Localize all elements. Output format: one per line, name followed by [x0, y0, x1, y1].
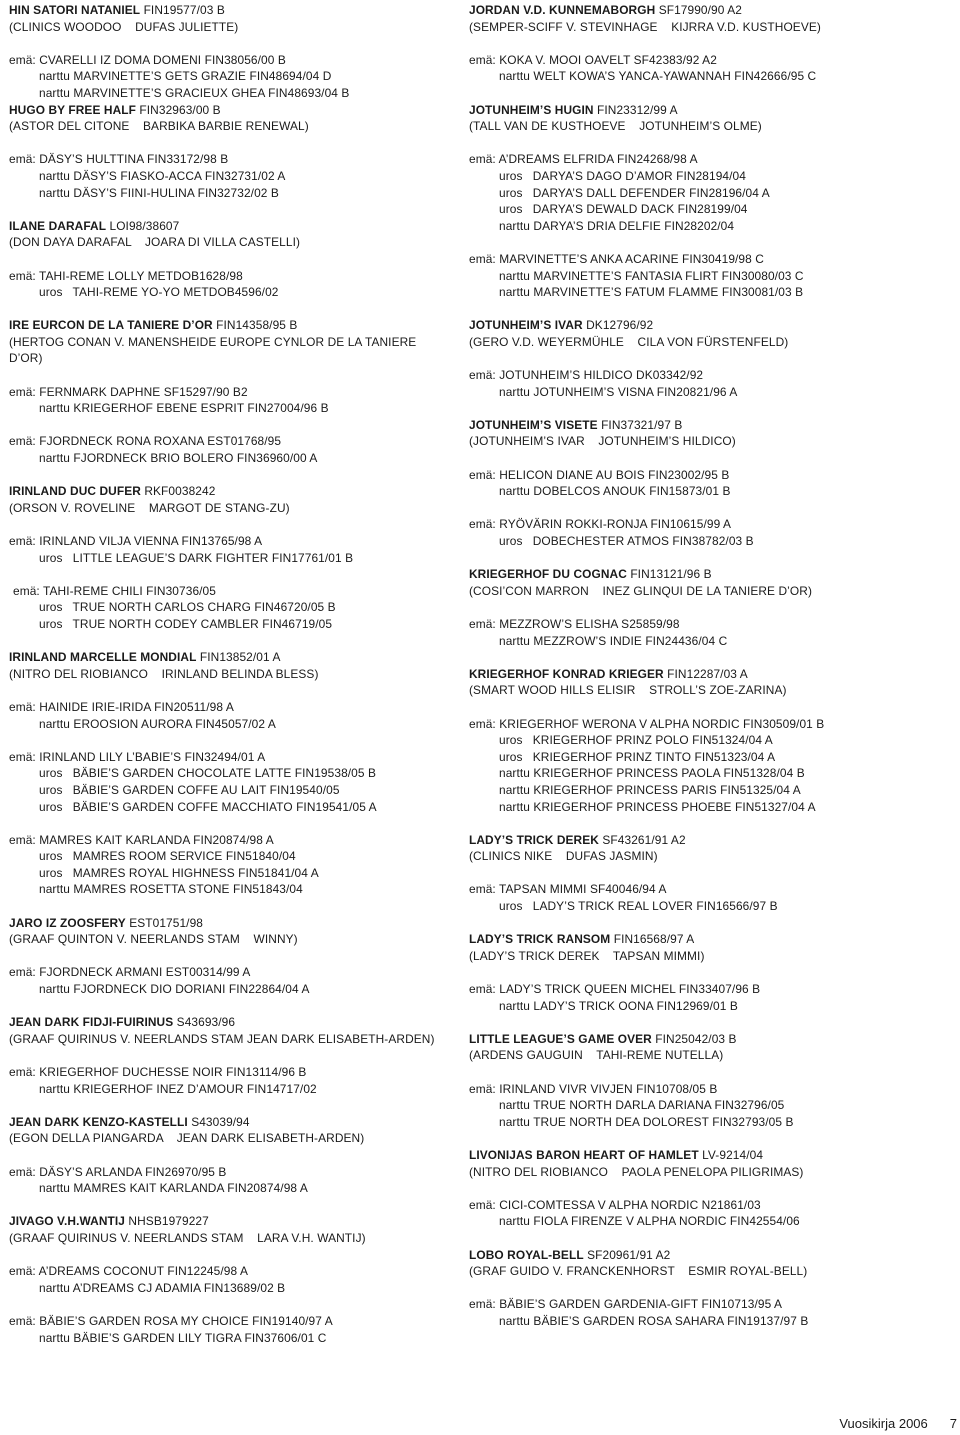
parents-line: (DON DAYA DARAFAL JOARA DI VILLA CASTELLI)	[9, 235, 301, 250]
entry-spacer	[9, 948, 449, 965]
entry-spacer	[469, 649, 951, 666]
parents-line: (COSI’CON MARRON INEZ GLINQUI DE LA TANIERE D’OR)	[469, 583, 813, 598]
entry-spacer	[9, 367, 449, 384]
offspring-line: narttu MAMRES ROSETTA STONE FIN51843/04	[39, 882, 303, 897]
dog-heading	[469, 832, 951, 849]
offspring-line: narttu DÄSY’S FIASKO-ACCA FIN32731/02 A	[39, 168, 286, 183]
entry-spacer	[469, 815, 951, 832]
dam-line: emä: TAPSAN MIMMI SF40046/94 A	[469, 882, 667, 897]
offspring-line: narttu KRIEGERHOF PRINCESS PHOEBE FIN51327/04 A	[499, 799, 816, 814]
parents-line: (LADY’S TRICK DEREK TAPSAN MIMMI)	[469, 948, 705, 963]
dog-heading	[469, 931, 951, 948]
offspring-line: narttu FIOLA FIRENZE V ALPHA NORDIC FIN42554/06	[499, 1214, 800, 1229]
offspring-line: narttu MARVINETTE’S FANTASIA FLIRT FIN30080/03 C	[499, 268, 804, 283]
registration-info: FIN25042/03 B	[655, 1031, 737, 1046]
parents-line: (NITRO DEL RIOBIANCO PAOLA PENELOPA PILIGRIMAS)	[469, 1164, 804, 1179]
page-footer	[839, 1416, 957, 1432]
registration-info: FIN12287/03 A	[667, 666, 748, 681]
offspring-line: narttu MARVINETTE’S GETS GRAZIE FIN48694/04 D	[39, 69, 332, 84]
offspring-line: narttu TRUE NORTH DARLA DARIANA FIN32796/05	[499, 1098, 785, 1113]
dam-line: emä: TAHI-REME CHILI FIN30736/05	[13, 583, 216, 598]
registration-info: FIN14358/95 B	[216, 318, 298, 333]
dog-name: LITTLE LEAGUE’S GAME OVER	[469, 1031, 652, 1046]
registration-info: FIN13121/96 B	[630, 567, 712, 582]
entry-spacer	[469, 599, 951, 616]
publication-title: Vuosikirja 2006	[839, 1416, 928, 1431]
offspring-line: uros DOBECHESTER ATMOS FIN38782/03 B	[499, 534, 754, 548]
entry-spacer	[9, 1097, 449, 1114]
dam-line: emä: BÄBIE’S GARDEN GARDENIA-GIFT FIN10713/95 A	[469, 1297, 783, 1312]
offspring-line: uros TAHI-REME YO-YO METDOB4596/02	[39, 285, 279, 300]
page-number: 7	[949, 1416, 957, 1431]
parents-line: (ASTOR DEL CITONE BARBIKA BARBIE RENEWAL)	[9, 119, 309, 134]
offspring-line: narttu MAMRES KAIT KARLANDA FIN20874/98 A	[39, 1181, 308, 1196]
right-column	[469, 2, 951, 1330]
parents-line: (GRAAF QUIRINUS V. NEERLANDS STAM JEAN DARK ELISABETH-ARDEN)	[9, 1031, 435, 1046]
offspring-line: uros LADY’S TRICK REAL LOVER FIN16566/97 B	[499, 899, 778, 914]
registration-info: RKF0038242	[144, 484, 216, 499]
dog-heading	[469, 317, 951, 334]
dog-heading	[9, 102, 449, 119]
entry-spacer	[9, 1247, 449, 1264]
dam-line: emä: A’DREAMS COCONUT FIN12245/98 A	[9, 1264, 248, 1279]
dam-line: emä: HAINIDE IRIE-IRIDA FIN20511/98 A	[9, 699, 234, 714]
entry-spacer	[469, 450, 951, 467]
registration-info: FIN32963/00 B	[139, 102, 221, 117]
parents-line: (GRAF GUIDO V. FRANCKENHORST ESMIR ROYAL-BELL)	[469, 1264, 808, 1279]
dog-name: HUGO BY FREE HALF	[9, 102, 136, 117]
dog-heading	[469, 1247, 951, 1264]
dog-heading	[9, 2, 449, 19]
entry-spacer	[9, 682, 449, 699]
dog-name: LADY’S TRICK RANSOM	[469, 932, 611, 947]
parents-line: (CLINICS WOODOO DUFAS JULIETTE)	[9, 19, 239, 34]
offspring-line: narttu MEZZROW’S INDIE FIN24436/04 C	[499, 633, 728, 648]
offspring-line: uros MAMRES ROOM SERVICE FIN51840/04	[39, 849, 296, 864]
dog-name: KRIEGERHOF DU COGNAC	[469, 567, 627, 582]
offspring-line: narttu LADY’S TRICK OONA FIN12969/01 B	[499, 998, 738, 1013]
dog-heading	[469, 1147, 951, 1164]
dam-line: emä: BÄBIE’S GARDEN ROSA MY CHOICE FIN19140/97 A	[9, 1313, 333, 1328]
dog-heading	[469, 2, 951, 19]
dam-line: emä: HELICON DIANE AU BOIS FIN23002/95 B	[469, 467, 730, 482]
registration-info: SF20961/91 A2	[587, 1247, 671, 1262]
entry-spacer	[9, 566, 449, 583]
offspring-line: uros BÄBIE’S GARDEN COFFE MACCHIATO FIN19541/05 A	[39, 799, 377, 814]
entry-spacer	[469, 1130, 951, 1147]
dog-name: JIVAGO V.H.WANTIJ	[9, 1214, 126, 1229]
dam-line: emä: FERNMARK DAPHNE SF15297/90 B2	[9, 384, 248, 399]
entry-spacer	[9, 467, 449, 484]
parents-line: (TALL VAN DE KUSTHOEVE JOTUNHEIM’S OLME)	[469, 119, 762, 134]
dog-name: LIVONIJAS BARON HEART OF HAMLET	[469, 1147, 699, 1162]
entry-spacer	[469, 234, 951, 251]
entry-spacer	[9, 1147, 449, 1164]
dog-heading	[469, 102, 951, 119]
dam-line: emä: CICI-COMTESSA V ALPHA NORDIC N21861/03	[469, 1197, 761, 1212]
parents-line: (SEMPER-SCIFF V. STEVINHAGE KIJRRA V.D. KUSTHOEVE)	[469, 19, 821, 34]
entry-spacer	[469, 1014, 951, 1031]
entry-spacer	[469, 135, 951, 152]
offspring-line: uros KRIEGERHOF PRINZ POLO FIN51324/04 A	[499, 733, 773, 748]
dog-name: JARO IZ ZOOSFERY	[9, 915, 126, 930]
entry-spacer	[469, 915, 951, 932]
offspring-line: narttu KRIEGERHOF PRINCESS PARIS FIN51325/04 A	[499, 782, 801, 797]
parents-line: (ARDENS GAUGUIN TAHI-REME NUTELLA)	[469, 1048, 724, 1063]
dog-name: LADY’S TRICK DEREK	[469, 832, 599, 847]
entry-spacer	[9, 301, 449, 318]
entry-spacer	[9, 135, 449, 152]
entry-spacer	[469, 1280, 951, 1297]
offspring-line: narttu MARVINETTE’S FATUM FLAMME FIN30081/03 B	[499, 285, 804, 300]
registration-info: FIN37321/97 B	[601, 417, 683, 432]
offspring-line: narttu FJORDNECK BRIO BOLERO FIN36960/00 A	[39, 451, 318, 466]
offspring-line: uros MAMRES ROYAL HIGHNESS FIN51841/04 A	[39, 865, 319, 880]
dog-heading	[469, 666, 951, 683]
dog-name: HIN SATORI NATANIEL	[9, 3, 141, 17]
registration-info: FIN16568/97 A	[613, 932, 695, 947]
entry-spacer	[9, 251, 449, 268]
entry-spacer	[9, 815, 449, 832]
dam-line: emä: LADY’S TRICK QUEEN MICHEL FIN33407/96 B	[469, 982, 761, 997]
registration-info: FIN19577/03 B	[143, 3, 225, 17]
entry-spacer	[9, 35, 449, 52]
registration-info: SF17990/90 A2	[658, 3, 742, 17]
entry-spacer	[9, 1296, 449, 1313]
registration-info: LOI98/38607	[109, 218, 180, 233]
dam-line: emä: IRINLAND LILY L’BABIE’S FIN32494/01 A	[9, 749, 266, 764]
dam-line: emä: FJORDNECK RONA ROXANA EST01768/95	[9, 434, 282, 449]
dog-heading	[9, 1213, 449, 1230]
entry-spacer	[9, 417, 449, 434]
dam-line: emä: KRIEGERHOF DUCHESSE NOIR FIN13114/96 B	[9, 1065, 307, 1079]
offspring-line: narttu WELT KOWA’S YANCA-YAWANNAH FIN42666/95 C	[499, 69, 817, 84]
registration-info: EST01751/98	[129, 915, 204, 930]
registration-info: S43693/96	[176, 1015, 236, 1030]
dog-name: IRINLAND MARCELLE MONDIAL	[9, 650, 197, 665]
offspring-line: uros DARYA’S DEWALD DACK FIN28199/04	[499, 202, 748, 217]
parents-line: (CLINICS NIKE DUFAS JASMIN)	[469, 849, 658, 864]
dam-line: emä: MAMRES KAIT KARLANDA FIN20874/98 A	[9, 832, 274, 847]
dog-name: KRIEGERHOF KONRAD KRIEGER	[469, 666, 664, 681]
dam-line: emä: MEZZROW’S ELISHA S25859/98	[469, 616, 680, 631]
offspring-line: narttu JOTUNHEIM’S VISNA FIN20821/96 A	[499, 384, 738, 399]
registration-info: NHSB1979227	[128, 1214, 209, 1229]
dog-name: JOTUNHEIM’S IVAR	[469, 318, 583, 333]
entry-spacer	[469, 85, 951, 102]
offspring-line: narttu MARVINETTE’S GRACIEUX GHEA FIN48693/04 B	[39, 85, 350, 100]
offspring-line: narttu DOBELCOS ANOUK FIN15873/01 B	[499, 484, 731, 499]
offspring-line: narttu DARYA’S DRIA DELFIE FIN28202/04	[499, 218, 735, 233]
dam-line: emä: KRIEGERHOF WERONA V ALPHA NORDIC FIN30509/01 B	[469, 716, 825, 731]
dog-name: IRE EURCON DE LA TANIERE D’OR	[9, 318, 213, 333]
entry-spacer	[9, 1047, 449, 1064]
entry-spacer	[469, 550, 951, 567]
offspring-line: narttu TRUE NORTH DEA DOLOREST FIN32793/05 B	[499, 1114, 794, 1129]
offspring-line: uros TRUE NORTH CODEY CAMBLER FIN46719/05	[39, 616, 333, 631]
dam-line: emä: JOTUNHEIM’S HILDICO DK03342/92	[469, 368, 704, 383]
dog-heading	[9, 218, 449, 235]
offspring-line: uros BÄBIE’S GARDEN COFFE AU LAIT FIN19540/05	[39, 782, 340, 797]
dam-line: emä: CVARELLI IZ DOMA DOMENI FIN38056/00 B	[9, 52, 286, 67]
parents-line: (NITRO DEL RIOBIANCO IRINLAND BELINDA BLESS)	[9, 666, 319, 681]
offspring-line: narttu BÄBIE’S GARDEN ROSA SAHARA FIN19137/97 B	[499, 1313, 809, 1328]
offspring-line: narttu FJORDNECK DIO DORIANI FIN22864/04 A	[39, 982, 310, 997]
dog-heading	[469, 417, 951, 434]
dam-line: emä: TAHI-REME LOLLY METDOB1628/98	[9, 268, 243, 283]
dog-name: JOTUNHEIM’S HUGIN	[469, 102, 594, 117]
entry-spacer	[469, 1230, 951, 1247]
offspring-line: narttu A’DREAMS CJ ADAMIA FIN13689/02 B	[39, 1280, 286, 1295]
dog-name: JEAN DARK FIDJI-FUIRINUS	[9, 1015, 174, 1030]
registration-info: DK12796/92	[586, 318, 654, 333]
parents-line: (GERO V.D. WEYERMÜHLE CILA VON FÜRSTENFELD)	[469, 334, 789, 349]
entry-spacer	[469, 1180, 951, 1197]
left-column	[9, 2, 449, 1346]
dog-heading	[9, 915, 449, 932]
offspring-line: uros LITTLE LEAGUE’S DARK FIGHTER FIN17761/01 B	[39, 550, 354, 565]
parents-line: (JOTUNHEIM’S IVAR JOTUNHEIM’S HILDICO)	[469, 434, 736, 449]
entry-spacer	[9, 1197, 449, 1214]
dam-line: emä: DÄSY’S HULTTINA FIN33172/98 B	[9, 152, 229, 167]
dam-line: emä: IRINLAND VILJA VIENNA FIN13765/98 A	[9, 534, 263, 548]
offspring-line: narttu KRIEGERHOF EBENE ESPRIT FIN27004/96 B	[39, 401, 329, 416]
entry-spacer	[9, 201, 449, 218]
parents-line: (GRAAF QUINTON V. NEERLANDS STAM WINNY)	[9, 932, 298, 947]
dam-line: emä: KOKA V. MOOI OAVELT SF42383/92 A2	[469, 52, 717, 67]
entry-spacer	[469, 865, 951, 882]
entry-spacer	[469, 35, 951, 52]
parents-line: (HERTOG CONAN V. MANENSHEIDE EUROPE CYNLOR DE LA TANIERE D’OR)	[9, 334, 417, 366]
dog-heading	[469, 566, 951, 583]
dog-heading	[9, 649, 449, 666]
entry-spacer	[469, 301, 951, 318]
dam-line: emä: A’DREAMS ELFRIDA FIN24268/98 A	[469, 152, 698, 167]
entry-spacer	[469, 500, 951, 517]
dog-heading	[9, 317, 449, 334]
dam-line: emä: IRINLAND VIVR VIVJEN FIN10708/05 B	[469, 1081, 718, 1096]
parents-line: (EGON DELLA PIANGARDA JEAN DARK ELISABETH-ARDEN)	[9, 1131, 365, 1146]
dog-name: LOBO ROYAL-BELL	[469, 1247, 584, 1262]
offspring-line: uros TRUE NORTH CARLOS CHARG FIN46720/05 B	[39, 600, 336, 615]
dog-name: IRINLAND DUC DUFER	[9, 484, 141, 499]
dog-heading	[9, 1014, 449, 1031]
offspring-line: narttu DÄSY’S FIINI-HULINA FIN32732/02 B	[39, 185, 279, 200]
dam-line: emä: DÄSY’S ARLANDA FIN26970/95 B	[9, 1164, 227, 1179]
dam-line: emä: MARVINETTE’S ANKA ACARINE FIN30419/98 C	[469, 251, 764, 266]
dog-heading	[9, 1114, 449, 1131]
entry-spacer	[9, 998, 449, 1015]
registration-info: FIN13852/01 A	[199, 650, 281, 665]
offspring-line: narttu KRIEGERHOF INEZ D’AMOUR FIN14717/02	[39, 1081, 317, 1096]
offspring-line: uros BÄBIE’S GARDEN CHOCOLATE LATTE FIN19538/05 B	[39, 766, 377, 781]
entry-spacer	[9, 732, 449, 749]
entry-spacer	[469, 1064, 951, 1081]
dog-name: JOTUNHEIM’S VISETE	[469, 417, 598, 432]
parents-line: (SMART WOOD HILLS ELISIR STROLL’S ZOE-ZARINA)	[469, 683, 787, 698]
offspring-line: narttu BÄBIE’S GARDEN LILY TIGRA FIN37606/01 C	[39, 1330, 327, 1345]
offspring-line: uros KRIEGERHOF PRINZ TINTO FIN51323/04 A	[499, 749, 776, 764]
parents-line: (GRAAF QUIRINUS V. NEERLANDS STAM LARA V.H. WANTIJ)	[9, 1230, 366, 1245]
offspring-line: uros DARYA’S DAGO D’AMOR FIN28194/04	[499, 168, 746, 183]
registration-info: SF43261/91 A2	[602, 832, 686, 847]
entry-spacer	[9, 898, 449, 915]
entry-spacer	[9, 633, 449, 650]
dog-name: ILANE DARAFAL	[9, 218, 107, 233]
dog-name: JEAN DARK KENZO-KASTELLI	[9, 1114, 188, 1129]
entry-spacer	[9, 516, 449, 533]
entry-spacer	[469, 964, 951, 981]
registration-info: FIN23312/99 A	[596, 102, 678, 117]
dog-heading	[9, 483, 449, 500]
registration-info: S43039/94	[191, 1114, 250, 1129]
dog-heading	[469, 1031, 951, 1048]
entry-spacer	[469, 699, 951, 716]
dam-line: emä: FJORDNECK ARMANI EST00314/99 A	[9, 965, 251, 980]
entry-spacer	[469, 400, 951, 417]
registration-info: LV-9214/04	[702, 1147, 764, 1162]
dog-name: JORDAN V.D. KUNNEMABORGH	[469, 3, 656, 17]
entry-spacer	[469, 350, 951, 367]
offspring-line: narttu KRIEGERHOF PRINCESS PAOLA FIN51328/04 B	[499, 766, 805, 781]
offspring-line: uros DARYA’S DALL DEFENDER FIN28196/04 A	[499, 185, 770, 200]
offspring-line: narttu EROOSION AURORA FIN45057/02 A	[39, 716, 276, 731]
dam-line: emä: RYÖVÄRIN ROKKI-RONJA FIN10615/99 A	[469, 517, 732, 532]
parents-line: (ORSON V. ROVELINE MARGOT DE STANG-ZU)	[9, 500, 290, 515]
